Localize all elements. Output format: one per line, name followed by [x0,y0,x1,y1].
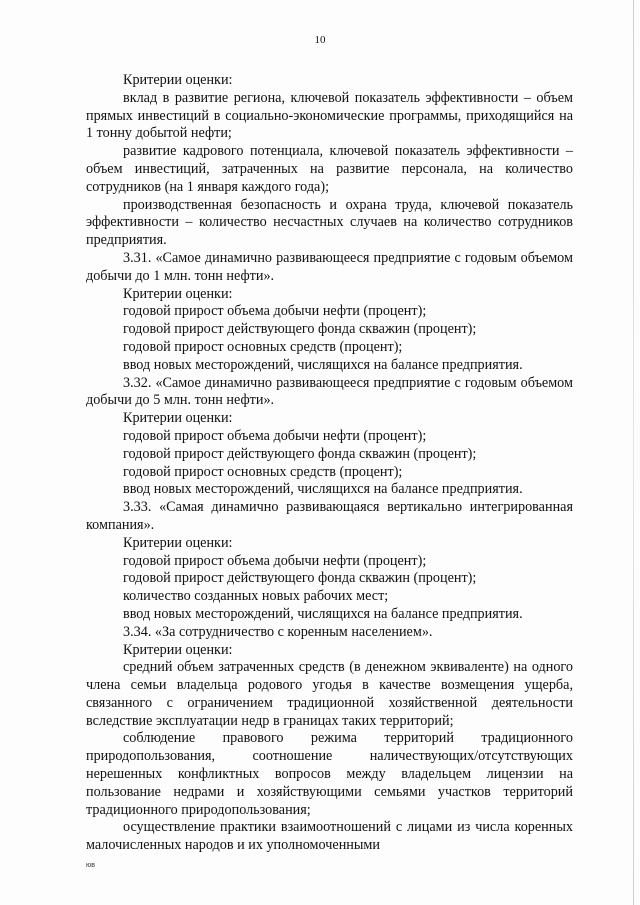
criterion-item: годовой прирост действующего фонда скважин (процент); [123,570,477,587]
criteria-heading: Критерии оценки: [123,285,233,302]
nomination-3-34: 3.34. «За сотрудничество с коренным населением». [123,623,433,640]
criterion-item: осуществление практики взаимоотношений с лицами из числа коренных малочисленных народов и их уполномоченными [86,819,573,854]
criterion-item: развитие кадрового потенциала, ключевой показатель эффективности – объем инвестиций, затраченных на развитие персонала, на количество сотрудников (на 1 января каждого года); [86,143,573,195]
criterion-item: годовой прирост объема добычи нефти (процент); [123,552,427,569]
criterion-item: годовой прирост действующего фонда скважин (процент); [123,321,477,338]
nomination-3-33: 3.33. «Самая динамично развивающаяся вертикально интегрированная компания». [86,499,573,533]
criterion-item: количество созданных новых рабочих мест; [123,588,389,605]
scan-edge-line [633,0,634,905]
criteria-heading: Критерии оценки: [123,72,233,88]
page-number: 10 [314,34,326,46]
criterion-item: ввод новых месторождений, числящихся на балансе предприятия. [123,605,523,622]
criterion-item: вклад в развитие региона, ключевой показатель эффективности – объем прямых инвестиций в социально-экономические программы, приходящийся на 1 тонну добытой нефти; [86,89,573,142]
criteria-heading: Критерии оценки: [123,534,233,551]
criterion-item: годовой прирост основных средств (процент); [123,463,403,480]
criterion-item: средний объем затраченных средств (в денежном эквиваленте) на одного члена семьи владельца родового угодья в качестве возмещения ущерба, связанного с ограничением традиционной хозяйственной деятельности вследствие эксплуатации недр в границах таких территорий; [86,659,573,729]
criterion-item: ввод новых месторождений, числящихся на балансе предприятия. [123,481,523,498]
criterion-item: производственная безопасность и охрана труда, ключевой показатель эффективности – количество несчастных случаев на количество сотрудников предприятия. [86,196,573,249]
criterion-item: годовой прирост объема добычи нефти (процент); [123,427,427,444]
nomination-3-31: 3.31. «Самое динамично развивающееся предприятие с годовым объемом добычи до 1 млн. тонн нефти». [86,249,573,284]
criterion-item: годовой прирост основных средств (процент); [123,338,403,355]
criteria-heading: Критерии оценки: [123,410,233,427]
footer-mark: юв [86,862,95,869]
nomination-3-32: 3.32. «Самое динамично развивающееся предприятие с годовым объемом добычи до 5 млн. тонн нефти». [86,374,573,409]
criteria-heading: Критерии оценки: [123,641,233,658]
document-body [86,72,573,855]
criterion-item: годовой прирост объема добычи нефти (процент); [123,303,427,320]
criterion-item: годовой прирост действующего фонда скважин (процент); [123,445,477,462]
criterion-item: ввод новых месторождений, числящихся на балансе предприятия. [123,356,523,373]
criterion-item: соблюдение правового режима территорий традиционного природопользования, соотношение наличествующих/отсутствующих нерешенных конфликтных вопросов между владельцем лицензии на пользование недрами и хозяйствующими семьями участков территорий традиционного природопользования; [86,730,573,818]
